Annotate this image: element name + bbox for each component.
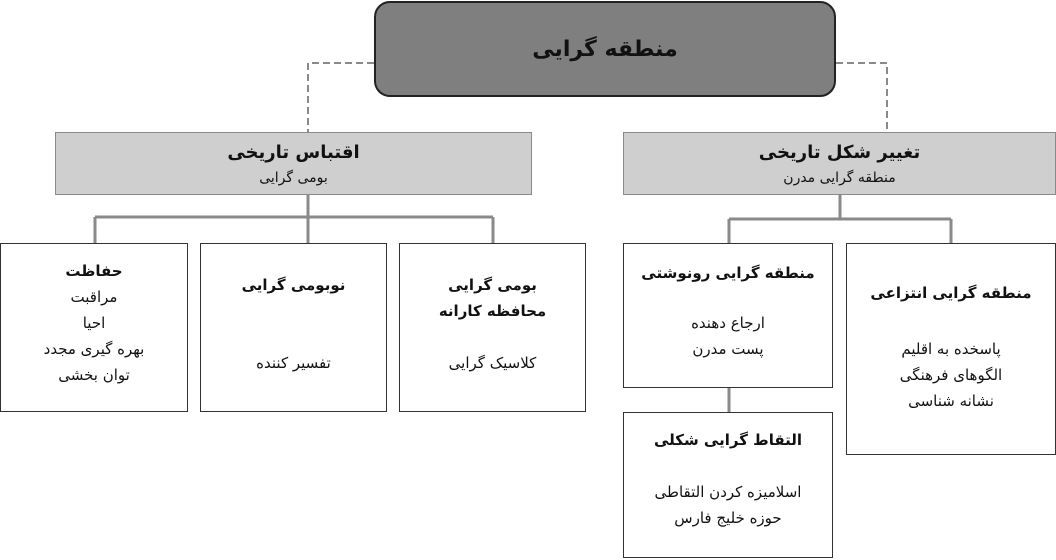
node-neo-vernacular	[200, 243, 387, 412]
connector-root-left	[308, 63, 374, 132]
root-title: منطقه گرایی	[532, 36, 678, 62]
node-superficial-regionalism	[623, 243, 833, 388]
node-subtitle: بومی گرایی	[259, 169, 328, 186]
root-node	[374, 1, 836, 97]
node-title: تغییر شکل تاریخی	[758, 141, 921, 163]
node-subtitle: منطقه گرایی مدرن	[783, 169, 896, 186]
node-item: حوزه خلیج فارس	[674, 509, 782, 527]
node-item: اسلامیزه کردن التقاطی	[654, 483, 802, 501]
node-item: الگوهای فرهنگی	[899, 366, 1003, 384]
node-item: پست مدرن	[692, 340, 764, 358]
node-item: مراقبت	[70, 288, 118, 306]
node-conservative-vernacular	[399, 243, 586, 412]
node-title: نوبومی گرایی	[241, 276, 346, 294]
node-formal-eclecticism	[623, 412, 833, 558]
node-title: التقاط گرایی شکلی	[653, 431, 803, 449]
node-title: اقتباس تاریخی	[227, 141, 360, 163]
node-title-line1: بومی گرایی	[448, 276, 537, 294]
node-title: منطقه گرایی رونوشتی	[641, 264, 815, 282]
node-historical-transformation	[623, 132, 1056, 195]
node-abstract-regionalism	[846, 243, 1056, 455]
node-preservation	[0, 243, 188, 412]
node-item: پاسخده به اقلیم	[901, 340, 1001, 358]
node-item: احیا	[82, 314, 106, 332]
node-item: بهره گیری مجدد	[43, 340, 145, 358]
node-item: کلاسیک گرایی	[448, 354, 537, 372]
node-item: ارجاع دهنده	[691, 314, 765, 332]
node-title: منطقه گرایی انتزاعی	[870, 284, 1032, 302]
node-historical-adaptation	[55, 132, 532, 195]
node-title: حفاظت	[65, 262, 123, 280]
node-item: تفسیر کننده	[256, 354, 331, 372]
connector-root-right	[836, 63, 887, 132]
node-title-line2: محافظه کارانه	[438, 302, 547, 320]
node-item: توان بخشی	[58, 366, 130, 384]
node-item: نشانه شناسی	[908, 392, 994, 410]
